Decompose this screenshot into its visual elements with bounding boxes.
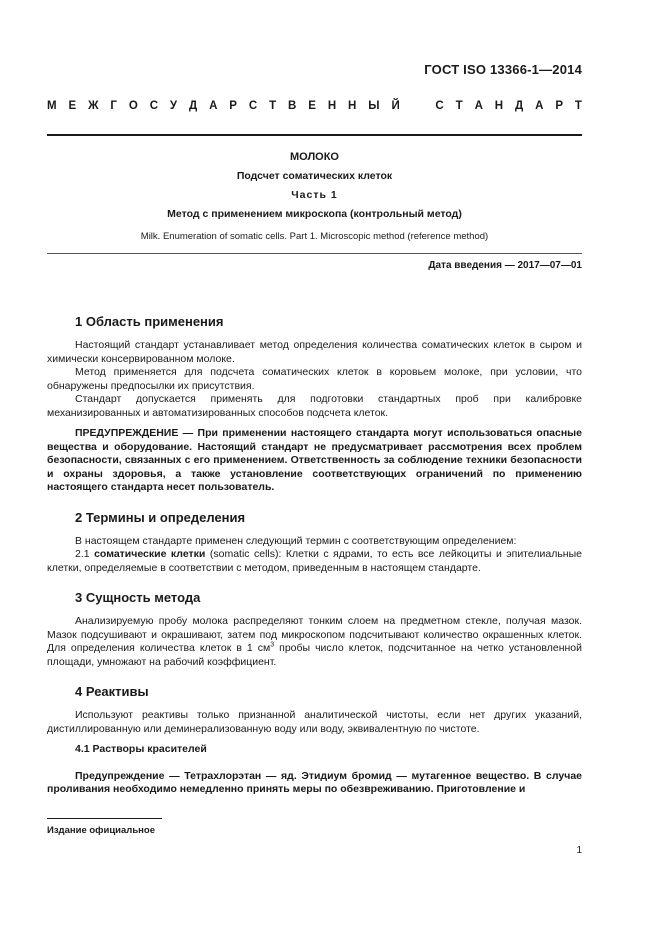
paragraph: Стандарт допускается применять для подготовки стандартных проб при калибровке механизированных и автоматизированных способов подсчета клеток. <box>47 393 582 419</box>
title-subject: Подсчет соматических клеток <box>236 170 393 182</box>
banner-letter: Д <box>515 100 524 112</box>
paragraph: Настоящий стандарт устанавливает метод определения количества соматических клеток в сыром и химически консервированном молоке. <box>47 339 582 365</box>
term-number: 2.1 <box>75 548 90 560</box>
subsection-heading: 4.1 Растворы красителей <box>75 743 207 755</box>
banner-letter: С <box>435 100 444 112</box>
banner-letter: Н <box>494 100 504 112</box>
safety-warning: Предупреждение — Тетрахлорэтан — яд. Этидиум бромид — мутагенное вещество. В случае проливания необходимо немедленно принять меры по обезвреживанию. Приготовление и <box>47 769 582 795</box>
banner-letter: В <box>288 100 297 112</box>
paragraph: Используют реактивы только признанной аналитической чистоты, если нет других указаний, дистиллированную или деминерализованную воду или воду, эквивалентную по чистоте. <box>47 709 582 735</box>
paragraph-text: Анализируемую пробу молока распределяют тонким слоем на предметном стекле, получая мазок. Мазок подсушивают и окрашивают, затем под микроскопом подсчитывают количество окрашенных клеток. Для определения количества клеток в 1 см <box>47 615 582 654</box>
title-method: Метод с применением микроскопа (контрольный метод) <box>167 208 462 220</box>
banner-letter: Н <box>327 100 337 112</box>
term-text: (somatic cells): Клетки с ядрами, то есть все лейкоциты и эпителиальные клетки, определяемые в соответствии с методом, приведенным в настоящем стандарте. <box>47 548 582 574</box>
banner-letter: М <box>47 100 57 112</box>
banner-letter: Й <box>391 100 400 112</box>
section-heading: 4 Реактивы <box>75 684 149 699</box>
superscript: 3 <box>270 641 275 649</box>
footer-divider <box>47 818 162 819</box>
banner-letter: А <box>474 100 483 112</box>
banner-letter: У <box>169 100 178 112</box>
title-divider <box>47 253 582 254</box>
document-number: ГОСТ ISO 13366-1—2014 <box>424 62 582 77</box>
section-heading: 3 Сущность метода <box>75 590 201 605</box>
title-english: Milk. Enumeration of somatic cells. Part 1. Microscopic method (reference method) <box>140 231 489 242</box>
introduction-date: Дата введения — 2017—07—01 <box>428 260 582 271</box>
banner-letter: Е <box>308 100 316 112</box>
document-body <box>47 314 582 812</box>
banner-letter: Г <box>110 100 117 112</box>
section-reagents <box>47 684 582 797</box>
paragraph <box>47 615 582 669</box>
paragraph: Метод применяется для подсчета соматических клеток в коровьем молоке, при условии, что обнаружены предпосылки их присутствия. <box>47 366 582 392</box>
safety-warning: ПРЕДУПРЕЖДЕНИЕ — При применении настоящего стандарта могут использоваться опасные вещества и оборудование. Настоящий стандарт не предусматривает рассмотрения всех проблем безопасности, связанных с его применением. Ответственность за соблюдение техники безопасности и охраны здоровья, а также установление соответствующих ограничений по применению настоящего стандарта несет пользователь. <box>47 427 582 493</box>
banner-letter: А <box>209 100 218 112</box>
paragraph-text: пробы число клеток, подсчитанное на четко установленной площади, умножают на рабочий коэффициент. <box>47 642 583 668</box>
banner-letter: О <box>128 100 138 112</box>
official-edition-label: Издание официальное <box>47 825 155 836</box>
page-number: 1 <box>576 845 582 856</box>
banner-letter: А <box>535 100 544 112</box>
section-terms <box>47 510 582 576</box>
banner-letter: Т <box>574 100 582 112</box>
paragraph: В настоящем стандарте применен следующий термин с соответствующим определением: <box>75 534 517 547</box>
banner-letter: Р <box>229 100 237 112</box>
interstate-standard-banner <box>47 100 582 112</box>
title-part: Часть 1 <box>291 189 338 201</box>
banner-letter: Ы <box>368 100 380 112</box>
banner-letter: С <box>149 100 158 112</box>
banner-letter: Ж <box>88 100 99 112</box>
banner-letter: Н <box>348 100 357 112</box>
banner-letter: Т <box>269 100 277 112</box>
banner-letter: С <box>248 100 258 112</box>
section-scope <box>47 314 582 495</box>
term-name: соматические клетки <box>94 548 206 560</box>
term-definition <box>47 548 582 575</box>
header-divider <box>47 134 582 136</box>
title-product: МОЛОКО <box>290 151 339 163</box>
section-principle <box>47 590 582 669</box>
section-heading: 2 Термины и определения <box>75 509 246 525</box>
banner-letter: Р <box>555 100 564 112</box>
section-heading: 1 Область применения <box>75 314 224 329</box>
banner-letter: Д <box>188 100 198 112</box>
banner-letter: Е <box>68 100 77 112</box>
banner-letter: Т <box>455 100 463 112</box>
